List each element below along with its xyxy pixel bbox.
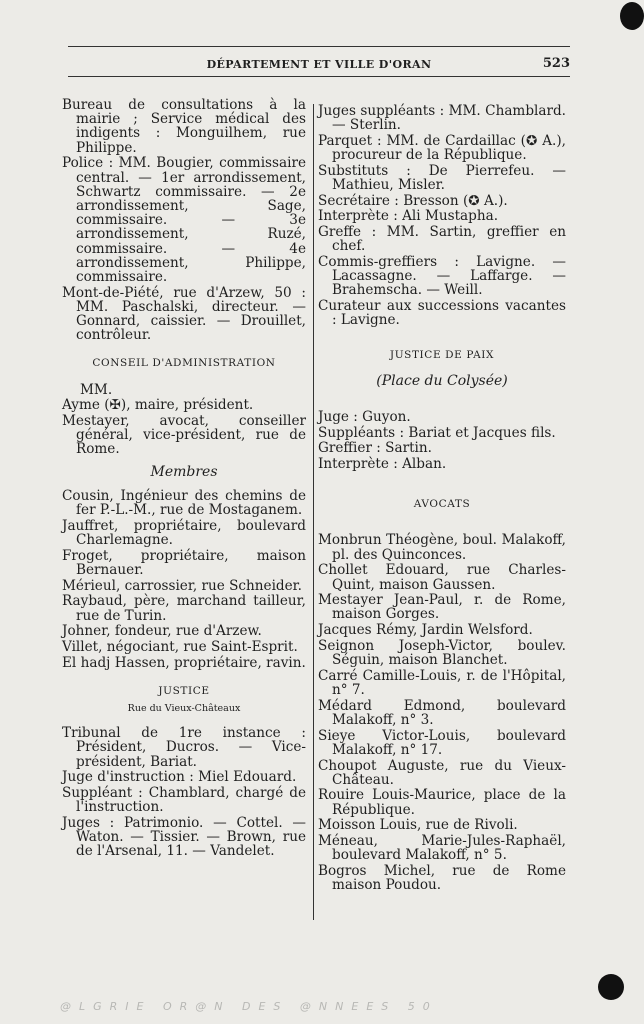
entry-justice-cont: Juges suppléants : MM. Chamblard. — Sterlin.	[318, 103, 566, 134]
entry-avocat: Seignon Joseph-Victor, boulev. Séguin, maison Blanchet.	[318, 637, 566, 669]
header-title: DÉPARTEMENT ET VILLE D'ORAN	[206, 58, 432, 71]
section-heading-membres: Membres	[150, 463, 218, 480]
entry-membre: Froget, propriétaire, maison Bernauer.	[62, 547, 306, 578]
ink-blot	[598, 974, 624, 1000]
entry-avocat: Sieye Victor-Louis, boulevard Malakoff, n° 17.	[318, 727, 566, 758]
entry-avocat: Choupot Auguste, rue du Vieux-Château.	[318, 757, 566, 788]
entry-justice: Suppléant : Chamblard, chargé de l'instruction.	[62, 785, 306, 816]
section-heading-avocats: AVOCATS	[413, 498, 471, 511]
section-subheading-justice: Rue du Vieux-Châteaux	[127, 703, 241, 715]
entry-police: Police : MM. Bougier, commissaire central. — 1er arrondissement, Schwartz commissaire. — 2e arrondissement, Sage, commissaire. — 3e arrondissement, Ruzé, commissaire. — 4e arrondissement, Philippe, commissaire.	[62, 155, 306, 285]
entry-membre: Cousin, Ingénieur des chemins de fer P.-L.-M., rue de Mostaganem.	[62, 487, 306, 519]
entry-justice-cont: Greffe : MM. Sartin, greffier en chef.	[318, 224, 566, 255]
entry-justice-cont: Commis-greffiers : Lavigne. — Lacassagne. — Laffarge. — Brahemscha. — Weill.	[318, 254, 566, 299]
header-rule	[68, 76, 570, 77]
entry-justice: Tribunal de 1re instance : Président, Ducros. — Vice-président, Bariat.	[62, 725, 306, 770]
entry-paix: Interprète : Alban.	[318, 456, 447, 473]
entry-justice-cont: Curateur aux successions vacantes : Lavigne.	[318, 298, 566, 329]
section-heading-justice: JUSTICE	[158, 684, 210, 697]
entry-mont-de-piete: Mont-de-Piété, rue d'Arzew, 50 : MM. Paschalski, directeur. — Gonnard, caissier. — Drouillet, contrôleur.	[62, 284, 306, 344]
entry-mm: MM.	[80, 381, 113, 398]
entry-membre: Raybaud, père, marchand tailleur, rue de Turin.	[62, 593, 306, 624]
entry-paix: Greffier : Sartin.	[318, 440, 432, 457]
section-heading-conseil: CONSEIL D'ADMINISTRATION	[92, 357, 276, 370]
entry-bureau: Bureau de consultations à la mairie ; Service médical des indigents : Monguilhem, rue Philippe.	[62, 97, 306, 156]
top-rule	[68, 46, 570, 47]
entry-justice: Juge d'instruction : Miel Edouard.	[62, 769, 297, 786]
watermark-footer: @LGRIE OR@N DES @NNEES 50	[60, 1000, 438, 1013]
entry-avocat: Moisson Louis, rue de Rivoli.	[318, 817, 518, 834]
entry-paix: Juge : Guyon.	[318, 408, 411, 425]
entry-conseil: Ayme (✠), maire, président.	[62, 397, 254, 414]
entry-membre: El hadj Hassen, propriétaire, ravin.	[62, 654, 306, 671]
entry-avocat: Jacques Rémy, Jardin Welsford.	[318, 622, 533, 639]
entry-avocat: Monbrun Théogène, boul. Malakoff, pl. des Quinconces.	[318, 532, 566, 563]
entry-membre: Mérieul, carrossier, rue Schneider.	[62, 577, 303, 594]
page-number: 523	[542, 56, 570, 71]
entry-paix: Suppléants : Bariat et Jacques fils.	[318, 424, 556, 441]
entry-membre: Johner, fondeur, rue d'Arzew.	[62, 623, 262, 640]
right-column	[318, 104, 566, 894]
entry-avocat: Carré Camille-Louis, r. de l'Hôpital, n° 7.	[318, 667, 566, 698]
entry-justice-cont: Parquet : MM. de Cardaillac (✪ A.), procureur de la République.	[318, 132, 566, 164]
entry-avocat: Rouire Louis-Maurice, place de la République.	[318, 787, 566, 818]
entry-avocat: Chollet Edouard, rue Charles-Quint, maison Gaussen.	[318, 562, 566, 593]
column-divider	[313, 104, 314, 920]
page-header	[68, 57, 570, 77]
left-column	[62, 98, 306, 860]
entry-membre: Villet, négociant, rue Saint-Esprit.	[62, 638, 298, 655]
section-heading-paix: JUSTICE DE PAIX	[389, 348, 495, 361]
entry-justice-cont: Interprète : Ali Mustapha.	[318, 208, 499, 225]
entry-avocat: Mestayer Jean-Paul, r. de Rome, maison Gorges.	[318, 592, 566, 623]
entry-justice-cont: Substituts : De Pierrefeu. — Mathieu, Misler.	[318, 162, 566, 194]
entry-avocat: Médard Edmond, boulevard Malakoff, n° 3.	[318, 697, 566, 728]
entry-justice-cont: Secrétaire : Bresson (✪ A.).	[318, 192, 508, 209]
section-subheading-paix: (Place du Colysée)	[376, 372, 508, 389]
entry-membre: Jauffret, propriétaire, boulevard Charlemagne.	[62, 517, 306, 548]
entry-conseil: Mestayer, avocat, conseiller général, vice-président, rue de Rome.	[62, 413, 306, 458]
entry-avocat: Méneau, Marie-Jules-Raphaël, boulevard Malakoff, n° 5.	[318, 833, 566, 864]
entry-justice: Juges : Patrimonio. — Cottel. — Waton. — Tissier. — Brown, rue de l'Arsenal, 11. — Vandelet.	[62, 814, 306, 860]
ink-blot	[620, 2, 644, 30]
entry-avocat: Bogros Michel, rue de Rome maison Poudou.	[318, 862, 566, 894]
